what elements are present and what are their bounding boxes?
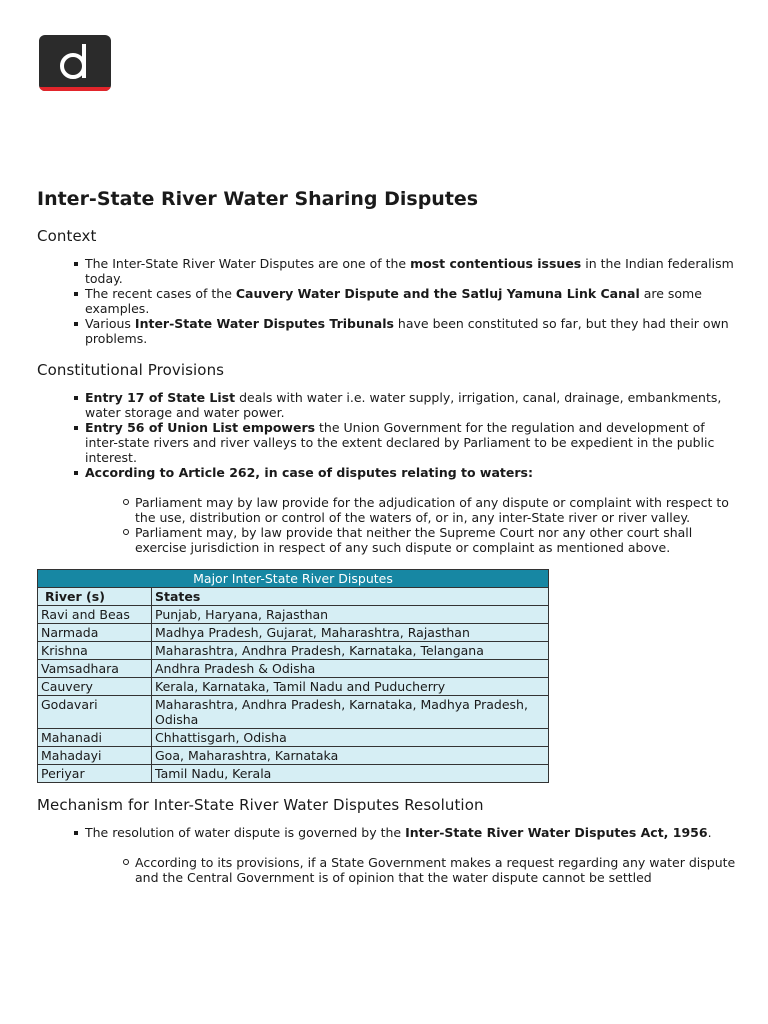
river-disputes-table (37, 569, 549, 783)
list-item: Entry 17 of State List deals with water i.e. water supply, irrigation, canal, drainage, embankments, water storage and water power. (85, 390, 737, 420)
context-heading: Context (37, 227, 97, 245)
states-cell: Madhya Pradesh, Gujarat, Maharashtra, Rajasthan (152, 624, 549, 642)
table-row (38, 765, 549, 783)
brand-logo[interactable] (39, 35, 111, 91)
drishti-logo-icon (39, 35, 111, 91)
states-cell: Andhra Pradesh & Odisha (152, 660, 549, 678)
table-row (38, 642, 549, 660)
column-header-river: River (s) (38, 588, 152, 606)
table-caption: Major Inter-State River Disputes (38, 570, 549, 588)
river-cell: Vamsadhara (38, 660, 152, 678)
context-section (37, 226, 737, 346)
column-header-states: States (152, 588, 549, 606)
mechanism-section (37, 795, 737, 885)
states-cell: Goa, Maharashtra, Karnataka (152, 747, 549, 765)
states-cell: Tamil Nadu, Kerala (152, 765, 549, 783)
table-row (38, 696, 549, 729)
river-cell: Krishna (38, 642, 152, 660)
states-cell: Maharashtra, Andhra Pradesh, Karnataka, Madhya Pradesh, Odisha (152, 696, 549, 729)
list-item: According to Article 262, in case of disputes relating to waters: Parliament may by law provide for the adjudication of any dispute or complaint with respect to the use, distribution or control of the waters of, or in, any inter-State river or river valley. Parliament may, by law provide that neither the Supreme Court nor any other court shall exercise jurisdiction in respect of any such dispute or complaint as mentioned above. (85, 465, 737, 555)
sub-list-item: Parliament may, by law provide that neither the Supreme Court nor any other court shall exercise jurisdiction in respect of any such dispute or complaint as mentioned above. (135, 525, 737, 555)
context-list (37, 256, 737, 346)
list-item: Entry 56 of Union List empowers the Union Government for the regulation and development of inter-state rivers and river valleys to the extent declared by Parliament to be expedient in the public interest. (85, 420, 737, 465)
river-cell: Cauvery (38, 678, 152, 696)
constitutional-heading: Constitutional Provisions (37, 361, 225, 379)
sub-list-item: According to its provisions, if a State Government makes a request regarding any water dispute and the Central Government is of opinion that the water dispute cannot be settled (135, 855, 736, 885)
list-item: The recent cases of the Cauvery Water Dispute and the Satluj Yamuna Link Canal are some examples. (85, 286, 737, 316)
logo-accent-bar (39, 87, 111, 91)
table-row (38, 606, 549, 624)
table-row (38, 729, 549, 747)
river-cell: Mahanadi (38, 729, 152, 747)
states-cell: Chhattisgarh, Odisha (152, 729, 549, 747)
river-cell: Narmada (38, 624, 152, 642)
list-item: The resolution of water dispute is governed by the Inter-State River Water Disputes Act, 1956. According to its provisions, if a State Government makes a request regarding any water dispute and the Central Government is of opinion that the water dispute cannot be settled (85, 825, 736, 885)
table-row (38, 678, 549, 696)
table-row (38, 747, 549, 765)
constitutional-section (37, 360, 737, 555)
mechanism-sublist (85, 855, 737, 885)
article-262-sublist (85, 495, 737, 555)
river-cell: Mahadayi (38, 747, 152, 765)
mechanism-list (37, 825, 737, 885)
document-body (37, 186, 737, 899)
page-title: Inter-State River Water Sharing Disputes (37, 188, 479, 210)
table-header-row (38, 588, 549, 606)
states-cell: Maharashtra, Andhra Pradesh, Karnataka, Telangana (152, 642, 549, 660)
table-row (38, 624, 549, 642)
river-cell: Godavari (38, 696, 152, 729)
list-item: Various Inter-State Water Disputes Tribunals have been constituted so far, but they had their own problems. (85, 316, 737, 346)
mechanism-heading: Mechanism for Inter-State River Water Disputes Resolution (37, 796, 484, 814)
list-item: The Inter-State River Water Disputes are one of the most contentious issues in the Indian federalism today. (85, 256, 737, 286)
table-row (38, 660, 549, 678)
constitutional-list (37, 390, 737, 555)
states-cell: Kerala, Karnataka, Tamil Nadu and Puducherry (152, 678, 549, 696)
river-cell: Ravi and Beas (38, 606, 152, 624)
sub-list-item: Parliament may by law provide for the adjudication of any dispute or complaint with respect to the use, distribution or control of the waters of, or in, any inter-State river or river valley. (135, 495, 737, 525)
river-cell: Periyar (38, 765, 152, 783)
states-cell: Punjab, Haryana, Rajasthan (152, 606, 549, 624)
